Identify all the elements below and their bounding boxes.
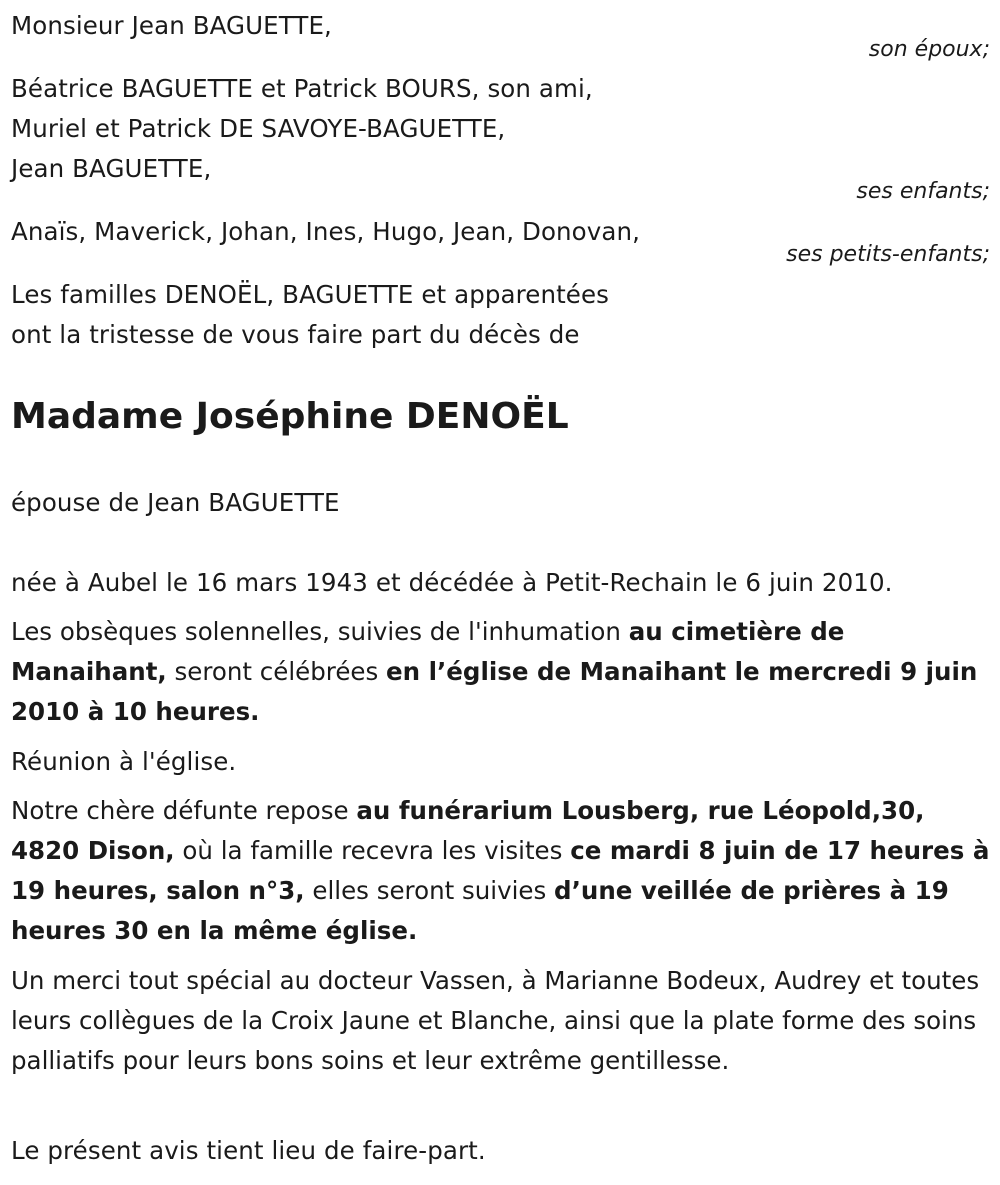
husband-name: Monsieur Jean BAGUETTE, xyxy=(11,11,332,40)
visit-bold-2: ce mardi 8 juin de 17 heures à 19 heures, salon n°3, xyxy=(11,836,990,905)
funeral-bold-1: au cimetière de Manaihant, xyxy=(11,617,845,686)
spouse-line: épouse de Jean BAGUETTE xyxy=(11,488,340,517)
families-line-1: Les familles DENOËL, BAGUETTE et apparentées xyxy=(11,280,610,309)
funeral-paragraph xyxy=(11,612,991,732)
visit-bold-1: au funérarium Lousberg, rue Léopold,30, 4820 Dison, xyxy=(11,796,925,865)
closing-line: Le présent avis tient lieu de faire-part. xyxy=(11,1136,486,1165)
visit-bold-3: d’une veillée de prières à 19 heures 30 en la même église. xyxy=(11,876,949,945)
visit-text-1: Notre chère défunte repose xyxy=(11,796,357,825)
visit-paragraph xyxy=(11,791,991,951)
children-role: ses enfants; xyxy=(856,179,990,204)
grandchildren-role: ses petits-enfants; xyxy=(786,242,990,267)
visit-text-2: où la famille recevra les visites xyxy=(174,836,571,865)
husband-role: son époux; xyxy=(868,37,990,62)
meeting-line: Réunion à l'église. xyxy=(11,747,237,776)
birth-death-line: née à Aubel le 16 mars 1943 et décédée à Petit-Rechain le 6 juin 2010. xyxy=(11,568,893,597)
visit-text-3: elles seront suivies xyxy=(304,876,555,905)
funeral-bold-2: en l’église de Manaihant le mercredi 9 juin 2010 à 10 heures. xyxy=(11,657,978,726)
grandchildren-names: Anaïs, Maverick, Johan, Ines, Hugo, Jean, Donovan, xyxy=(11,217,640,246)
child-line-1: Béatrice BAGUETTE et Patrick BOURS, son ami, xyxy=(11,74,593,103)
deceased-name: Madame Joséphine DENOËL xyxy=(11,396,569,437)
funeral-text-2: seront célébrées xyxy=(166,657,387,686)
thanks-paragraph: Un merci tout spécial au docteur Vassen, à Marianne Bodeux, Audrey et toutes leurs collègues de la Croix Jaune et Blanche, ainsi que la plate forme des soins palliatifs pour leurs bons soins et leur extrême gentillesse. xyxy=(11,966,980,1075)
child-line-2: Muriel et Patrick DE SAVOYE-BAGUETTE, xyxy=(11,114,506,143)
child-line-3: Jean BAGUETTE, xyxy=(11,154,212,183)
funeral-text-1: Les obsèques solennelles, suivies de l'inhumation xyxy=(11,617,629,646)
families-line-2: ont la tristesse de vous faire part du décès de xyxy=(11,320,580,349)
